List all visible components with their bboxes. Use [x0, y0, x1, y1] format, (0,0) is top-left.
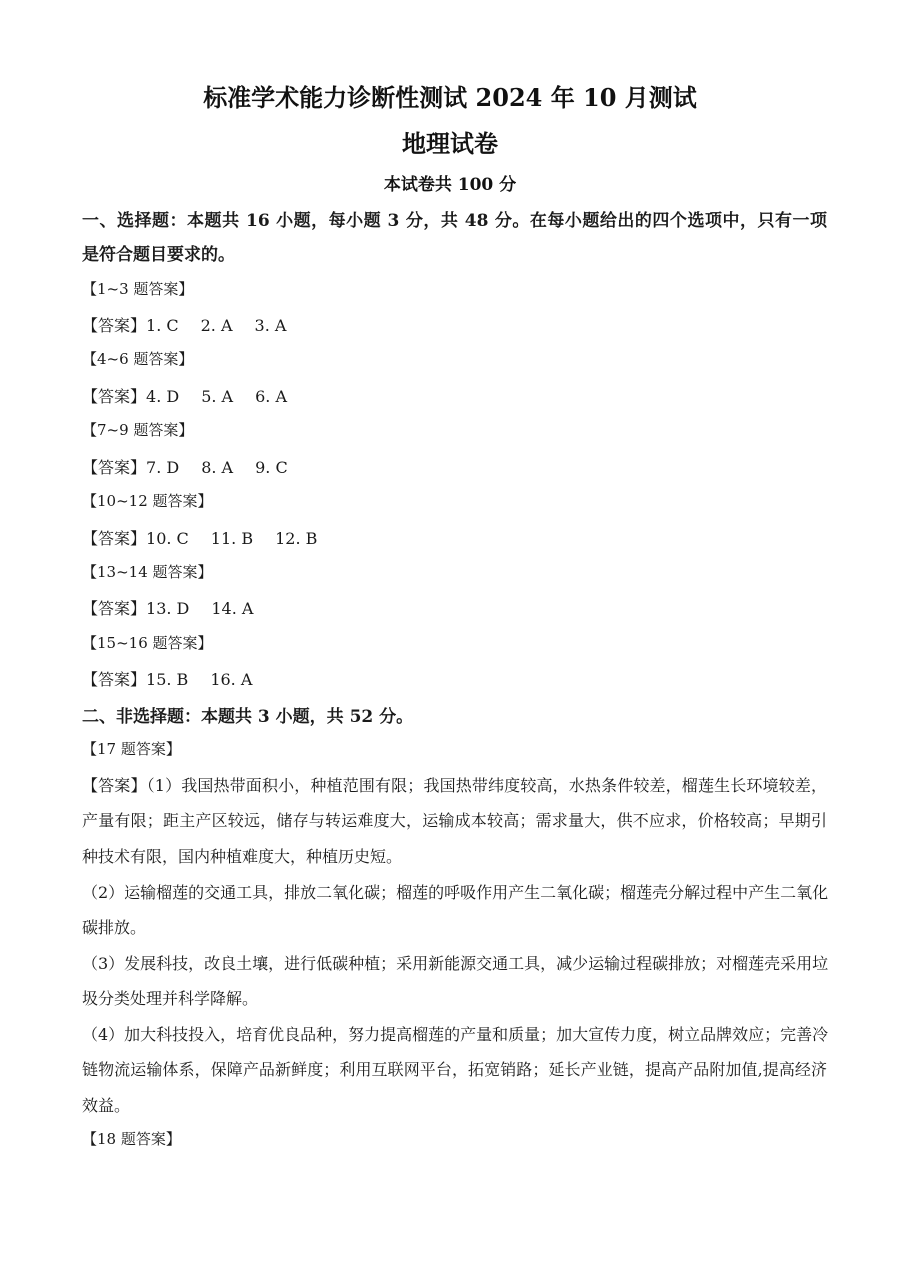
answer-item: 15. B: [146, 670, 189, 689]
q17-text-line: 链物流运输体系，保障产品新鲜度；利用互联网平台，拓宽销路；延长产业链，提高产品附加值,提高经济: [82, 1060, 827, 1079]
q17-text-line: 【答案】（1）我国热带面积小，种植范围有限；我国热带纬度较高，水热条件较差，榴莲生长环境较差，: [82, 776, 827, 795]
group-label: 【10~12 题答案】: [82, 492, 213, 510]
answer-prefix: 【答案】: [82, 387, 147, 406]
answer-prefix: 【答案】: [82, 316, 147, 335]
answer-item: 4. D: [146, 387, 180, 406]
section1-heading-line2: 是符合题目要求的。: [82, 245, 235, 265]
answer-row: [82, 313, 827, 336]
q17-text-line: 圾分类处理并科学降解。: [82, 989, 259, 1008]
answer-item: 11. B: [210, 529, 254, 548]
section1-heading-line1: 一、选择题：本题共 16 小题，每小题 3 分，共 48 分。在每小题给出的四个选项中，只有一项: [82, 211, 827, 231]
answer-item: 5. A: [201, 387, 234, 406]
answer-item: 12. B: [275, 529, 318, 548]
answer-item: 16. A: [210, 670, 253, 689]
page-subtitle: 地理试卷: [402, 129, 498, 158]
group-label: 【1~3 题答案】: [82, 280, 194, 298]
q17-text-line: 碳排放。: [82, 918, 147, 937]
q17-text-line: （3）发展科技，改良土壤，进行低碳种植；采用新能源交通工具，减少运输过程碳排放；对榴莲壳采用垃: [82, 954, 829, 973]
answer-row: [82, 596, 827, 619]
answer-prefix: 【答案】: [82, 529, 147, 548]
answer-row: [82, 667, 827, 690]
answer-item: 3. A: [254, 316, 287, 335]
q17-text-line: （4）加大科技投入，培育优良品种，努力提高榴莲的产量和质量；加大宣传力度，树立品牌效应；完善冷: [82, 1025, 829, 1044]
q18-label: 【18 题答案】: [82, 1130, 181, 1148]
group-label: 【13~14 题答案】: [82, 563, 213, 581]
answer-row: [82, 455, 827, 478]
answer-item: 14. A: [211, 599, 254, 618]
answer-item: 7. D: [146, 458, 180, 477]
q17-text-line: 种技术有限，国内种植难度大，种植历史短。: [82, 847, 403, 866]
q17-label: 【17 题答案】: [82, 740, 181, 758]
answer-row: [82, 526, 827, 549]
answer-item: 9. C: [255, 458, 288, 477]
q17-text-line: （2）运输榴莲的交通工具，排放二氧化碳；榴莲的呼吸作用产生二氧化碳；榴莲壳分解过程中产生二氧化: [82, 883, 829, 902]
group-label: 【15~16 题答案】: [82, 634, 213, 652]
q17-text-line: 效益。: [82, 1096, 131, 1115]
section2-heading: 二、非选择题：本题共 3 小题，共 52 分。: [82, 707, 414, 727]
answer-row: [82, 384, 827, 407]
answer-item: 10. C: [146, 529, 189, 548]
answer-item: 2. A: [200, 316, 233, 335]
total-score: 本试卷共 100 分: [383, 175, 517, 195]
answer-item: 8. A: [201, 458, 234, 477]
answer-prefix: 【答案】: [82, 599, 147, 618]
answer-item: 13. D: [146, 599, 190, 618]
group-label: 【7~9 题答案】: [82, 421, 194, 439]
answer-prefix: 【答案】: [82, 670, 147, 689]
answer-prefix: 【答案】: [82, 458, 147, 477]
page-title: 标准学术能力诊断性测试 2024 年 10 月测试: [203, 83, 697, 112]
answer-item: 6. A: [255, 387, 288, 406]
group-label: 【4~6 题答案】: [82, 350, 194, 368]
q17-text-line: 产量有限；距主产区较远，储存与转运难度大，运输成本较高；需求量大，供不应求，价格较高；早期引: [82, 811, 827, 830]
answer-item: 1. C: [146, 316, 179, 335]
